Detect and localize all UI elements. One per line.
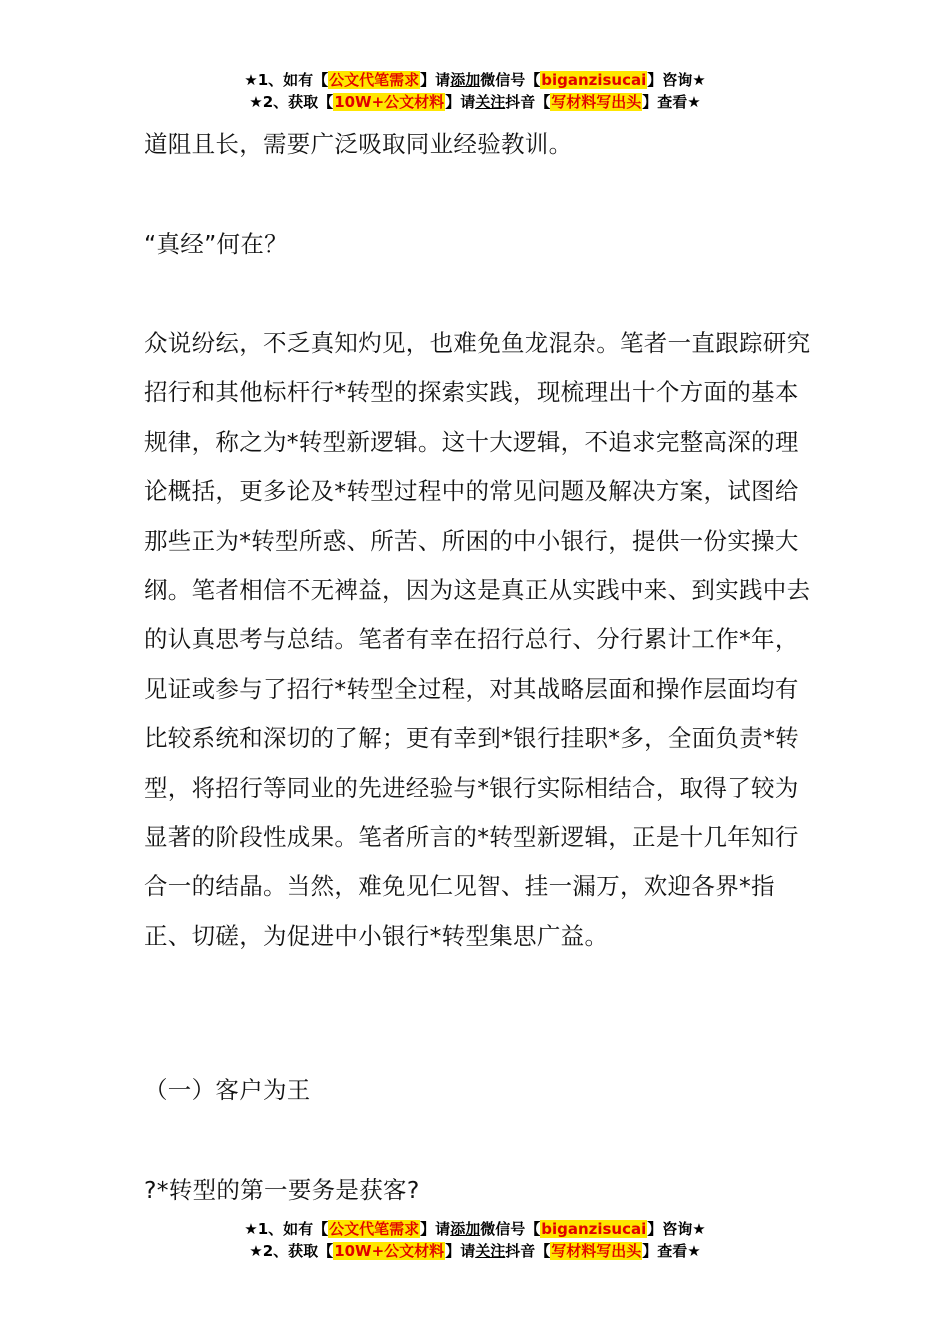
footer-banner xyxy=(0,1218,950,1262)
banner-highlight: 写材料写出头 xyxy=(551,93,642,111)
banner-highlight: 写材料写出头 xyxy=(551,1242,642,1260)
banner-highlight: biganzisucai xyxy=(541,1220,647,1238)
main-paragraph: 众说纷纭，不乏真知灼见，也难免鱼龙混杂。笔者一直跟踪研究招行和其他标杆行*转型的探索实践，现梳理出十个方面的基本规律，称之为*转型新逻辑。这十大逻辑，不追求完整高深的理论概括，更多论及*转型过程中的常见问题及解决方案，试图给那些正为*转型所惑、所苦、所困的中小银行，提供一份实操大纲。笔者相信不无裨益，因为这是真正从实践中来、到实践中去的认真思考与总结。笔者有幸在招行总行、分行累计工作*年，见证或参与了招行*转型全过程，对其战略层面和操作层面均有比较系统和深切的了解；更有幸到*银行挂职*多，全面负责*转型，将招行等同业的先进经验与*银行实际相结合，取得了较为显著的阶段性成果。笔者所言的*转型新逻辑，正是十几年知行合一的结晶。当然，难免见仁见智、挂一漏万，欢迎各界*指正、切磋，为促进中小银行*转型集思广益。 xyxy=(144,329,811,950)
section-title: （一）客户为王 xyxy=(144,1076,311,1104)
banner-line-2: ★2、获取【10W+公文材料】请关注抖音【写材料写出头】查看★ xyxy=(249,1242,701,1260)
banner-highlight: 公文代笔需求 xyxy=(329,1220,420,1238)
banner-underline: 添加 xyxy=(450,1220,481,1238)
intro-text: 道阻且长，需要广泛吸取同业经验教训。 xyxy=(144,130,573,158)
question-heading: “真经”何在？ xyxy=(144,230,288,258)
banner-highlight: 公文代笔需求 xyxy=(329,71,420,89)
banner-highlight: 10W+公文材料 xyxy=(334,1242,445,1260)
banner-highlight: biganzisucai xyxy=(541,71,647,89)
banner-underline: 关注 xyxy=(475,1242,506,1260)
banner-highlight: 10W+公文材料 xyxy=(334,93,445,111)
banner-line-1: ★1、如有【公文代笔需求】请添加微信号【biganzisucai】咨询★ xyxy=(244,1220,706,1238)
banner-line-2: ★2、获取【10W+公文材料】请关注抖音【写材料写出头】查看★ xyxy=(249,93,701,111)
banner-underline: 添加 xyxy=(450,71,481,89)
subheading-line: ?*转型的第一要务是获客? xyxy=(144,1176,420,1204)
banner-underline: 关注 xyxy=(475,93,506,111)
banner-line-1: ★1、如有【公文代笔需求】请添加微信号【biganzisucai】咨询★ xyxy=(244,71,706,89)
header-banner xyxy=(0,69,950,113)
